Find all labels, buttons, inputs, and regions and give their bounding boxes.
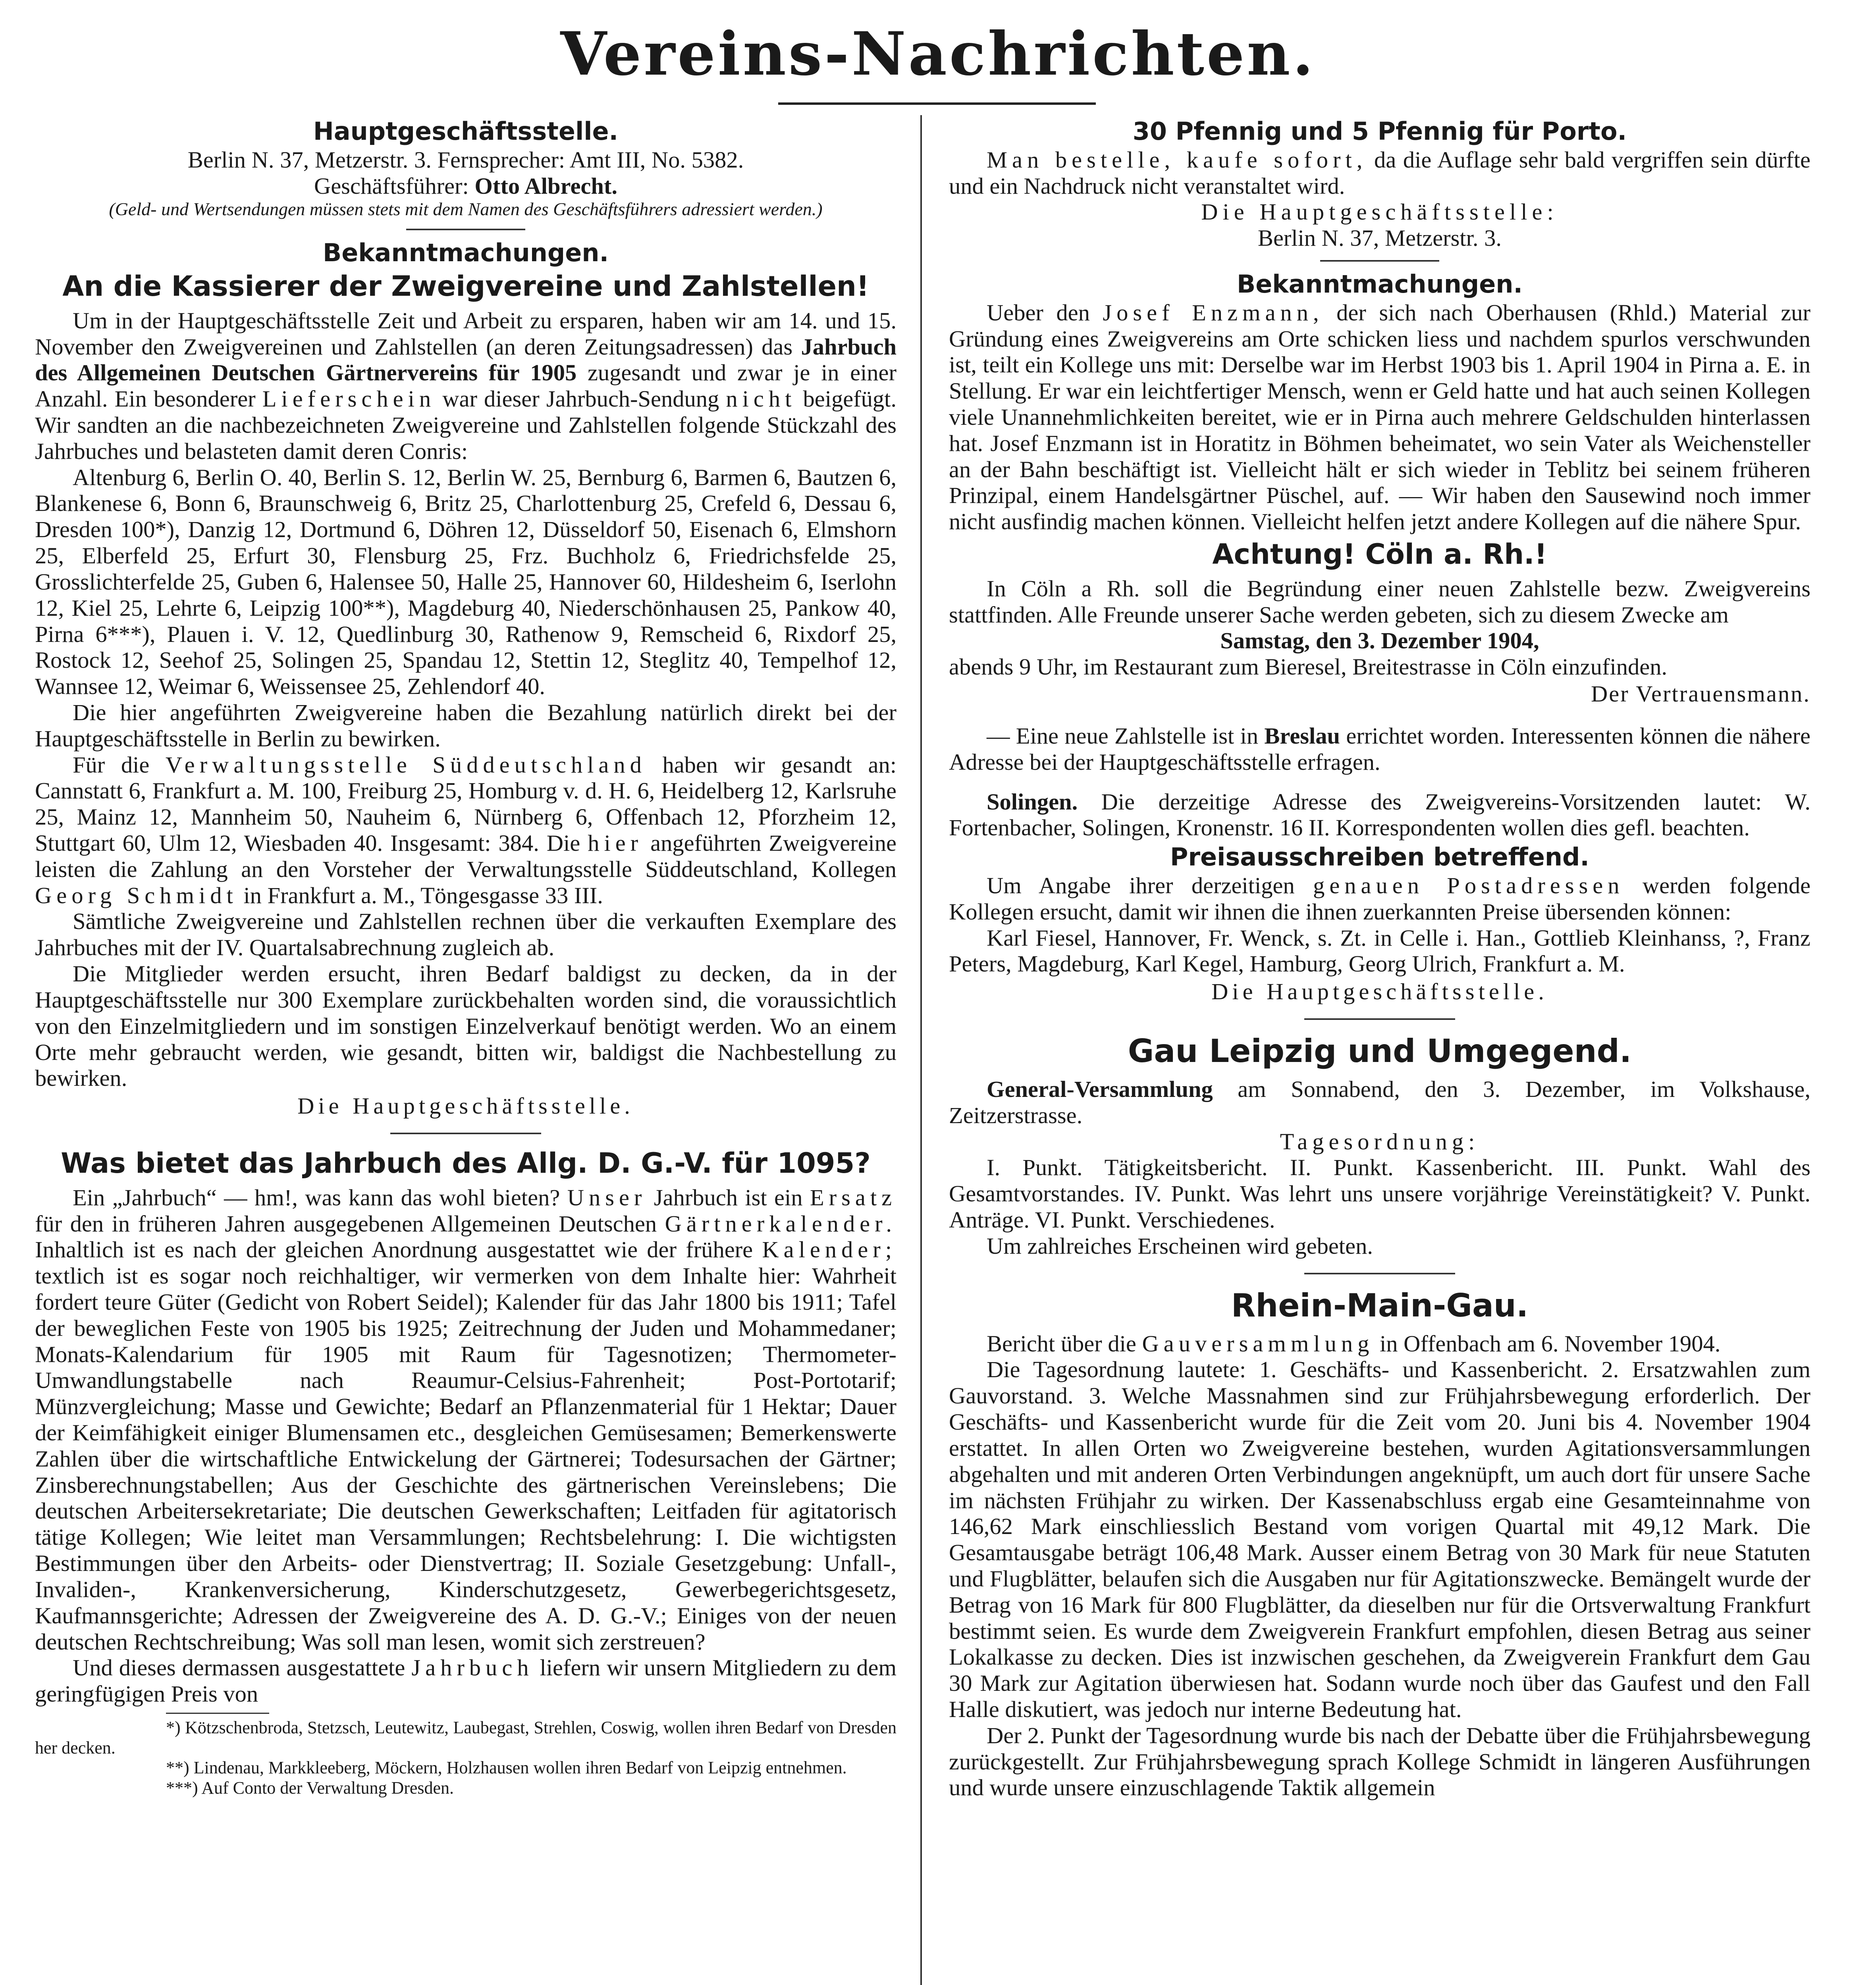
- signature-line-1: Die Hauptgeschäftsstelle:: [1201, 199, 1558, 225]
- rhein-intro: [949, 1331, 1810, 1357]
- footnote-3: ***) Auf Conto der Verwaltung Dresden.: [166, 1778, 454, 1798]
- spaced-text: Kalender;: [762, 1237, 897, 1263]
- rhein-main-heading: Rhein-Main-Gau.: [1231, 1287, 1529, 1324]
- text-run: zugesandt und zwar je in einer Anzahl. Ein besonderer: [35, 360, 897, 412]
- text-run: war dieser Jahrbuch-Sendung: [442, 386, 719, 412]
- text-run: werden folgende Kollegen ersucht, damit wir ihnen die ihnen zuerkannten Preise übersenden können:: [949, 872, 1810, 925]
- bold-text: General-Versammlung: [987, 1076, 1213, 1102]
- title-rule: [778, 102, 1096, 105]
- text-run: textlich ist es sogar noch reichhaltiger, wir vermerken von dem Inhalte hier: Wahrheit fordert teure Güter (Gedicht von Robert Seidel); Kalender für das Jahr 1800 bis 1911; Tafel der beweglichen Feste von 1905 bis 1925; Zeitrechnung der Juden und Mohammedaner; Monats-Kalendarium für 1905 mit Raum für Tagesnotizen; Thermometer-Umwandlungstabelle nach Reaumur-Celsius-Fahrenheit; Post-Portotarif; Münzvergleichung; Masse und Gewichte; Bedarf an Pflanzenmaterial für 1 Hektar; Dauer der Keimfähigkeit einiger Blumensamen etc., desgleichen Gemüsesamen; Bemerkenswerte Zahlen über die wirtschaftliche Entwickelung der Gärtnerei; Todesursachen der Gärtner; Zinsberechnungstabellen; Aus der Geschichte des gärtnerischen Vereinslebens; Die deutschen Arbeitersekretariate; Die deutschen Gewerkschaften; Leitfaden für agitatorisch tätige Kollegen; Wie leitet man Versammlungen; Rechtsbelehrung: I. Die wichtigsten Bestimmungen über den Arbeits- oder Dienstvertrag; II. Soziale Gesetzgebung: Unfall-, Invaliden-, Krankenversicherung, Kinderschutzgesetz, Gewerbegerichtsgesetz, Kaufmannsgerichte; Adressen der Zweigvereine des A. D. G.-V.; Einiges von der neuen deutschen Rechtschreibung; Was soll man lesen, womit sich zerstreuen?: [35, 1263, 897, 1655]
- enzmann-paragraph: [949, 300, 1810, 535]
- cologne-date: [949, 628, 1810, 654]
- office-address: Berlin N. 37, Metzerstr. 3. Fernsprecher: Amt III, No. 5382.: [187, 146, 744, 173]
- spaced-text: Unser: [567, 1184, 647, 1210]
- solingen-paragraph: [949, 789, 1810, 841]
- spacer: [949, 709, 1810, 723]
- announcements-heading: Bekanntmachungen.: [322, 238, 609, 268]
- agenda-items: I. Punkt. Tätigkeitsbericht. II. Punkt. Kassenbericht. III. Punkt. Wahl des Gesamtvorstandes. IV. Punkt. Was lehrt uns unsere vorjährige Vereinstätigkeit? V. Punkt. Anträge. VI. Punkt. Verschiedenes.: [949, 1154, 1810, 1233]
- spaced-text: Lieferschein: [262, 386, 436, 412]
- text-run: haben wir gesandt an: Cannstatt 6, Frankfurt a. M. 100, Freiburg 25, Homburg v. d. H. 6, Heidelberg 12, Karlsruhe 25, Mainz 12, Mannheim 50, Nauheim 6, Nürnberg 6, Offenbach 12, Pforzheim 12, Stuttgart 60, Ulm 12, Wiesbaden 40. Insgesamt: 384. Die: [35, 752, 897, 856]
- page-title: Vereins-Nachrichten.: [560, 19, 1316, 89]
- left-column: [35, 115, 897, 1985]
- distribution-list: Altenburg 6, Berlin O. 40, Berlin S. 12, Berlin W. 25, Bernburg 6, Barmen 6, Bautzen 6, Blankenese 6, Bonn 6, Braunschweig 6, Britz 25, Charlottenburg 25, Crefeld 6, Dessau 6, Dresden 100*), Danzig 12, Dortmund 6, Döhren 12, Düsseldorf 50, Eisenach 6, Elmshorn 25, Elberfeld 25, Erfurt 30, Flensburg 25, Frz. Buchholz 6, Friedrichsfelde 25, Grosslichterfelde 25, Guben 6, Halensee 50, Halle 25, Hannover 60, Hildesheim 6, Iserlohn 12, Kiel 25, Lehrte 6, Leipzig 100**), Magdeburg 40, Niederschönhausen 25, Pankow 40, Pirna 6***), Plauen i. V. 12, Quedlinburg 30, Rathenow 9, Remscheid 6, Rixdorf 25, Rostock 12, Seehof 25, Solingen 25, Spandau 12, Stettin 12, Steglitz 40, Tempelhof 12, Wannsee 12, Weimar 6, Weissensee 25, Zehlendorf 40.: [35, 464, 897, 700]
- column-divider: [920, 115, 922, 1985]
- spaced-text: hier: [588, 830, 643, 856]
- agenda-label: Tagesordnung:: [1280, 1128, 1480, 1154]
- right-column: [949, 115, 1810, 1985]
- spaced-text: Ersatz: [810, 1184, 897, 1210]
- text-run: Für die: [73, 752, 150, 778]
- text-run: Um Angabe ihrer derzeitigen: [987, 872, 1295, 898]
- rhein-report-continued: Der 2. Punkt der Tagesordnung wurde bis nach der Debatte über die Frühjahrsbewegung zurückgestellt. Zur Frühjahrsbewegung sprach Kollege Schmidt in längeren Ausführungen und wurde unsere einzuschlagende Taktik allgemein: [949, 1722, 1810, 1801]
- text-run: in Offenbach am 6. November 1904.: [1380, 1330, 1721, 1357]
- prize-winners-list: Karl Fiesel, Hannover, Fr. Wenck, s. Zt. in Celle i. Han., Gottlieb Kleinhanss, ?, Franz Peters, Magdeburg, Karl Kegel, Hamburg, Georg Ulrich, Frankfurt a. M.: [949, 925, 1810, 977]
- manager-label: Geschäftsführer:: [314, 173, 469, 199]
- text-run: — Eine neue Zahlstelle ist in: [987, 723, 1259, 749]
- text-run: Um in der Hauptgeschäftsstelle Zeit und Arbeit zu ersparen, haben wir am 14. und 15. November den Zweigvereinen und Zahlstellen (an deren Zeitungsadressen) das: [35, 307, 897, 360]
- section-rule: [1304, 1018, 1455, 1020]
- payment-paragraph: Die hier angeführten Zweigvereine haben die Bezahlung natürlich direkt bei der Hauptgeschäftsstelle in Berlin zu bewirken.: [35, 699, 897, 752]
- spaced-text: Man bestelle, kaufe sofort,: [987, 146, 1367, 173]
- text-run: Bericht über die: [987, 1330, 1136, 1357]
- text-run: errichtet worden. Interessenten können die nähere Adresse bei der Hauptgeschäftsstelle erfragen.: [949, 723, 1810, 775]
- leipzig-closing: Um zahlreiches Erscheinen wird gebeten.: [987, 1233, 1373, 1259]
- section-rule: [1320, 260, 1439, 262]
- manager-line: [35, 173, 897, 199]
- text-run: da die Auflage sehr bald vergriffen sein dürfte und ein Nachdruck nicht veranstaltet wird.: [949, 146, 1810, 199]
- rhein-report: Die Tagesordnung lautete: 1. Geschäfts- und Kassenbericht. 2. Ersatzwahlen zum Gauvorstand. 3. Welche Massnahmen sind zur Frühjahrsbewegung erforderlich. Der Geschäfts- und Kassenbericht wurde für die Zeit vom 20. Juni bis 4. November 1904 erstattet. In allen Orten wo Zweigvereine bestehen, wurden Agitationsversammlungen abgehalten und mit anderen Orten Verbindungen angeknüpft, um auch dort für unsere Sache im nächsten Frühjahr zu wirken. Der Kassenabschluss ergab eine Gesamteinnahme von 146,62 Mark einschliesslich Bestand vom vorigen Quartal mit 49,12 Mark. Die Gesamtausgabe beträgt 106,48 Mark. Ausser einem Betrag von 30 Mark für neue Statuten und Flugblätter, belaufen sich die Ausgaben nur für Agitationszwecke. Bemängelt wurde der Betrag von 16 Mark für 800 Flugblätter, da dieselben nur für die Ortsverwaltung Frankfurt bestimmt seien. Es wurde dem Zweigverein Frankfurt empfohlen, diesen Betrag aus seiner Lokalkasse zu decken. Dies ist inzwischen geschehen, da Zweigverein Frankfurt dem Gau 30 Mark zur Agitation überwiesen hat. Sodann wurde noch über das Gaufest und den Fall Halle diskutiert, was jedoch nur interne Bedeutung hat.: [949, 1357, 1810, 1722]
- text-run: angeführten Zweigvereine leisten die Zahlung an den Vorsteher der Verwaltungsstelle Süddeutschland, Kollegen: [35, 830, 897, 882]
- text-run: Ueber den: [987, 299, 1090, 326]
- cashiers-paragraph-1: [35, 308, 897, 464]
- spaced-text: Josef Enzmann,: [1103, 299, 1324, 326]
- footnote-rule: [166, 1713, 269, 1714]
- section-rule: [390, 1133, 541, 1134]
- cologne-signature: Der Vertrauensmann.: [1591, 681, 1810, 707]
- manager-name: Otto Albrecht.: [474, 173, 618, 199]
- spaced-text: genauen Postadressen: [1313, 872, 1624, 898]
- announcements-heading-right: Bekanntmachungen.: [1236, 270, 1523, 299]
- south-germany-paragraph: [35, 752, 897, 909]
- footnote-2: **) Lindenau, Markkleeberg, Möckern, Holzhausen wollen ihren Bedarf von Leipzig entnehmen.: [166, 1758, 847, 1778]
- order-paragraph: [949, 147, 1810, 199]
- prize-heading: Preisausschreiben betreffend.: [1170, 842, 1589, 872]
- spaced-text: Verwaltungsstelle Süddeutschland: [165, 752, 646, 778]
- text-run: Ein „Jahrbuch“ — hm!, was kann das wohl bieten?: [73, 1184, 560, 1210]
- spacer: [949, 775, 1810, 789]
- leipzig-heading: Gau Leipzig und Umgegend.: [1128, 1032, 1632, 1070]
- yearbook-heading: Was bietet das Jahrbuch des Allg. D. G.-V. für 1095?: [61, 1147, 871, 1179]
- text-run: beigefügt. Wir sandten an die nachbezeichneten Zweigvereine und Zahlstellen folgende Stückzahl des Jahrbuches und belasteten damit deren Conris:: [35, 386, 897, 464]
- signature-line-2: Berlin N. 37, Metzerstr. 3.: [1257, 225, 1502, 251]
- spaced-text: Gauversammlung: [1142, 1330, 1374, 1357]
- bold-text: Breslau: [1264, 723, 1340, 749]
- yearbook-closing: [35, 1655, 897, 1707]
- text-run: Und dieses dermassen ausgestattete: [73, 1655, 405, 1681]
- text-run: Die derzeitige Adresse des Zweigvereins-Vorsitzenden lautet: W. Fortenbacher, Solingen, Kronenstr. 16 II. Korrespondenten wollen dies gefl. beachten.: [949, 788, 1810, 841]
- section-rule: [406, 229, 525, 230]
- prize-paragraph: [949, 873, 1810, 925]
- breslau-paragraph: [949, 723, 1810, 775]
- spaced-text: nicht: [726, 386, 796, 412]
- spaced-text: Georg Schmidt: [35, 882, 238, 908]
- price-line: 30 Pfennig und 5 Pfennig für Porto.: [1132, 117, 1627, 146]
- yearbook-paragraph: [35, 1185, 897, 1655]
- spaced-text: Jahrbuch: [411, 1655, 534, 1681]
- members-paragraph: Die Mitglieder werden ersucht, ihren Bedarf baldigst zu decken, da in der Hauptgeschäftsstelle nur 300 Exemplare zurückbehalten worden sind, die voraussichtlich von den Einzelmitgliedern und im sonstigen Einzelverkauf benötigt werden. Wo an einem Orte mehr gebraucht werden, wie gesandt, bitten wir, baldigst die Nachbestellung zu bewirken.: [35, 961, 897, 1091]
- cologne-paragraph: In Cöln a Rh. soll die Begründung einer neuen Zahlstelle bezw. Zweigvereins stattfinden. Alle Freunde unserer Sache werden gebeten, sich zu diesem Zwecke am: [949, 575, 1810, 628]
- section-rule: [1304, 1273, 1455, 1274]
- text-run: Jahrbuch ist ein: [654, 1184, 803, 1210]
- text-run: der sich nach Oberhausen (Rhld.) Material zur Gründung eines Zweigvereins am Orte schicken liess und nachdem spurlos verschwunden ist, teilt ein Kollege uns mit: Derselbe war im Herbst 1903 bis 1. April 1904 in Pirna a. E. in Stellung. Er war ein leichtfertiger Mensch, wenn er Geld hatte und hat auch seinen Kollegen viele Unannehmlichkeiten bereitet, wie er in Pirna auch mehrere Geldschulden hinterlassen hat. Josef Enzmann ist in Horatitz in Böhmen beheimatet, wo sein Vater als Weichensteller an der Bahn beschäftigt ist. Vielleicht hält er sich wieder in Teblitz bei seinem früheren Prinzipal, einem Handelsgärtner Püschel, auf. — Wir haben den Sausewind noch immer nicht ausfindig machen können. Vielleicht helfen jetzt andere Kollegen auf die nähere Spur.: [949, 299, 1810, 535]
- bold-text: Solingen.: [987, 788, 1078, 815]
- text-run: liefern wir unsern Mitgliedern zu dem geringfügigen Preis von: [35, 1655, 897, 1707]
- cashiers-heading: An die Kassierer der Zweigvereine und Zahlstellen!: [62, 270, 869, 303]
- text-run: für den in früheren Jahren ausgegebenen Allgemeinen Deutschen: [35, 1210, 657, 1237]
- cologne-details: abends 9 Uhr, im Restaurant zum Bieresel, Breitestrasse in Cöln einzufinden.: [949, 654, 1668, 680]
- meeting-date: Samstag, den 3. Dezember 1904,: [1220, 628, 1539, 654]
- signature: Die Hauptgeschäftsstelle.: [1211, 979, 1548, 1005]
- office-heading: Hauptgeschäftsstelle.: [313, 117, 619, 146]
- signature: Die Hauptgeschäftsstelle.: [297, 1093, 634, 1119]
- footnote-1: *) Kötzschenbroda, Stetzsch, Leutewitz, Laubegast, Strehlen, Coswig, wollen ihren Bedarf von Dresden her decken.: [35, 1717, 897, 1758]
- spaced-text: Gärtnerkalender.: [665, 1210, 897, 1237]
- text-run: in Frankfurt a. M., Töngesgasse 33 III.: [243, 882, 603, 908]
- leipzig-paragraph: [949, 1076, 1810, 1129]
- yearbook-title-bold: Jahrbuch des Allgemeinen Deutschen Gärtnervereins für 1905: [35, 333, 897, 386]
- cologne-heading: Achtung! Cöln a. Rh.!: [1212, 538, 1547, 571]
- text-run: Inhaltlich ist es nach der gleichen Anordnung ausgestattet wie der frühere: [35, 1237, 753, 1263]
- text-run: am Sonnabend, den 3. Dezember, im Volkshause, Zeitzerstrasse.: [949, 1076, 1810, 1128]
- money-note: (Geld- und Wertsendungen müssen stets mit dem Namen des Geschäftsführers adressiert werden.): [109, 199, 823, 220]
- accounting-paragraph: Sämtliche Zweigvereine und Zahlstellen rechnen über die verkauften Exemplare des Jahrbuches mit der IV. Quartalsabrechnung zugleich ab.: [35, 908, 897, 961]
